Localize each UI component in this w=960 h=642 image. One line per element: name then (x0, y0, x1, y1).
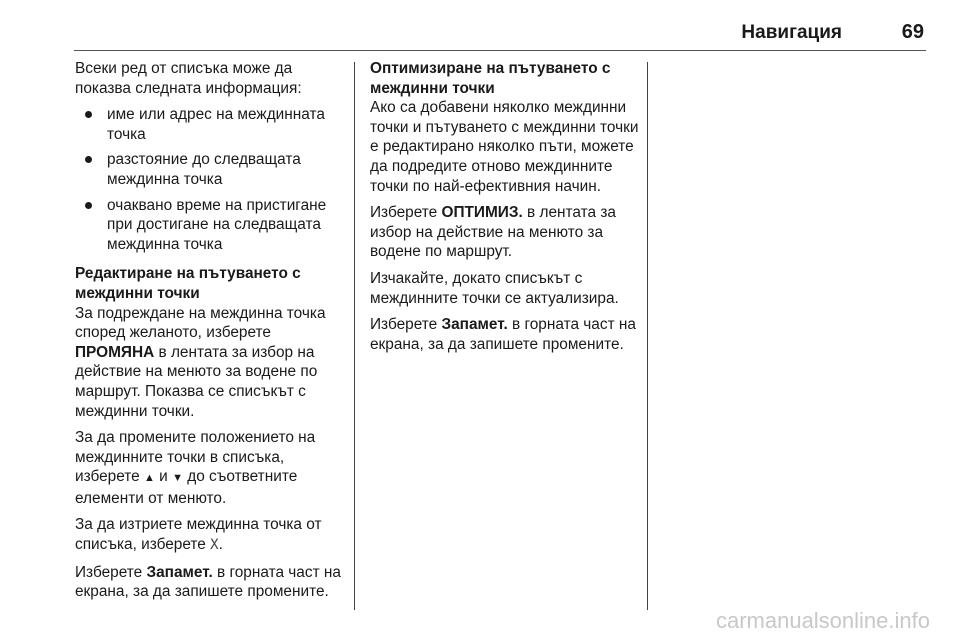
bullet-icon (85, 111, 92, 118)
arrow-up-icon: ▲ (144, 472, 155, 485)
optimize-paragraph-1: Ако са добавени няколко междинни точки и пътуването с междинни точки е редактирано няколко пъти, можете да подредите отново междинните точки по най-ефективния начин. (370, 99, 639, 195)
list-item: очаквано време на пристигане при достигане на следващата междинна точка (75, 196, 347, 255)
optimize-paragraph-4: Изберете Запамет. в горната част на екрана, за да запишете промените. (370, 316, 636, 353)
page-number: 69 (901, 21, 924, 43)
optimize-paragraph-3: Изчакайте, докато списъкът с междинните точки се актуализира. (370, 269, 619, 307)
edit-paragraph-1: За подреждане на междинна точка според желаното, изберете ПРОМЯНА в лентата за избор на действие на менюто за водене по маршрут. Показва се списъкът с междинни точки. (75, 304, 326, 420)
section-title: Навигация (741, 22, 842, 43)
info-list (75, 105, 347, 254)
list-item: разстояние до следващата междинна точка (75, 150, 347, 189)
intro-paragraph: Всеки ред от списъка може да показва следната информация: (75, 60, 302, 97)
edit-paragraph-3: За да изтриете междинна точка от списъка, изберете X. (75, 516, 322, 554)
delete-x-icon: X (210, 537, 219, 554)
column-divider (354, 62, 355, 610)
edit-paragraph-4: Изберете Запамет. в горната част на екрана, за да запишете промените. (75, 563, 341, 601)
edit-trip-heading: Редактиране на пътуването с междинни точки (75, 265, 301, 302)
right-column (370, 59, 642, 361)
edit-paragraph-2: За да промените положението на междинните точки в списъка, изберете ▲ и ▼ до съответните елементи от менюто. (75, 429, 316, 507)
list-item: име или адрес на междинната точка (75, 105, 347, 144)
left-column (75, 59, 347, 609)
optimize-paragraph-2: Изберете ОПТИМИЗ. в лентата за избор на действие на менюто за водене по маршрут. (370, 204, 616, 261)
arrow-down-icon: ▼ (172, 472, 183, 485)
bullet-icon (85, 156, 92, 163)
column-divider-right (647, 62, 648, 610)
page-header (74, 18, 926, 51)
optimize-trip-heading: Оптимизиране на пътуването с междинни точки (370, 60, 611, 97)
watermark: carmanualsonline.info (715, 608, 930, 633)
bullet-icon (85, 202, 92, 209)
